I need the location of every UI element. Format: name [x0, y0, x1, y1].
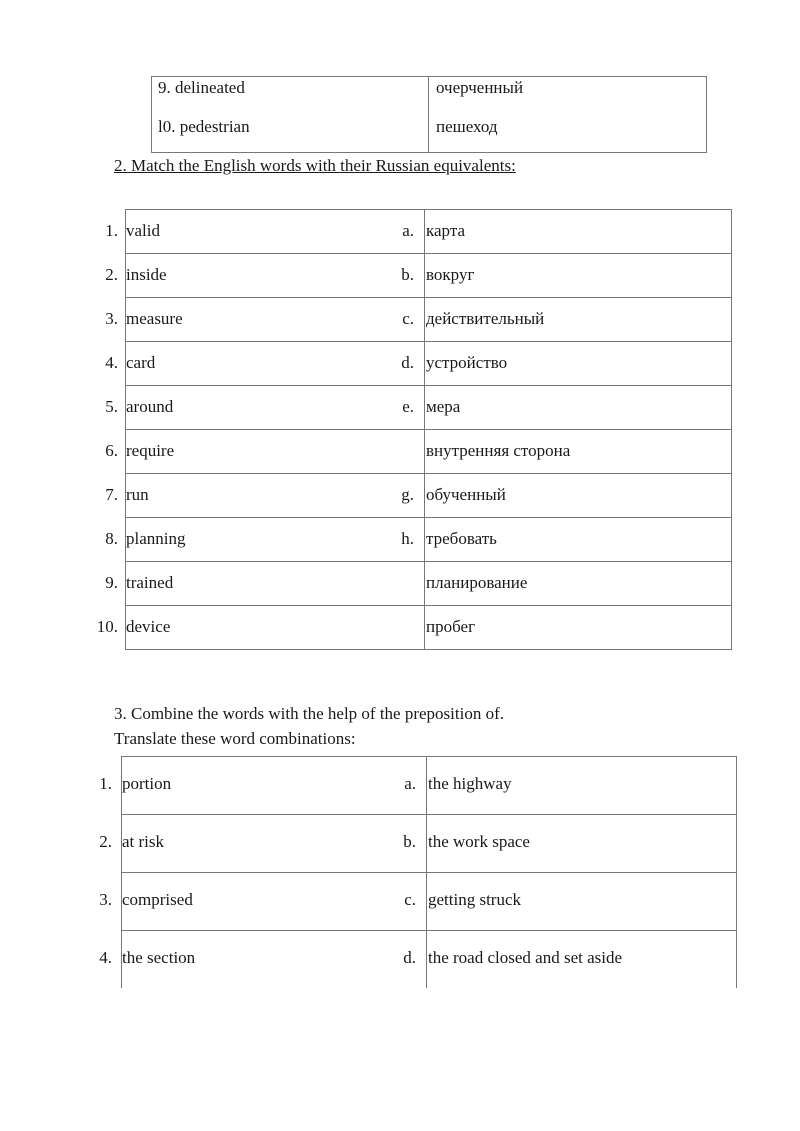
table-border	[426, 756, 427, 988]
option-letter: d.	[401, 353, 414, 372]
russian-translation: карта	[426, 221, 466, 240]
option-letter: b.	[403, 832, 416, 851]
english-word: planning	[126, 529, 186, 548]
option-letter: e.	[402, 397, 414, 416]
row-number: 5.	[105, 397, 118, 416]
phrase: the road closed and set aside	[428, 948, 623, 967]
option-letter: c.	[402, 309, 414, 328]
row-number: 4.	[99, 948, 112, 967]
row-number: 6.	[105, 441, 118, 460]
option-letter: c.	[404, 890, 416, 909]
phrase: the work space	[428, 832, 530, 851]
word: portion	[122, 774, 172, 793]
russian-translation: действительный	[426, 309, 545, 328]
option-letter: d.	[403, 948, 416, 967]
row-number: 8.	[105, 529, 118, 548]
row-number: 9.	[105, 573, 118, 592]
table-border	[428, 76, 429, 153]
option-letter: a.	[404, 774, 416, 793]
row-number: 3.	[105, 309, 118, 328]
table-border	[121, 930, 737, 931]
top-table-russian-cell: пешеход	[436, 117, 498, 136]
row-number: 2.	[105, 265, 118, 284]
english-word: around	[126, 397, 174, 416]
table-border	[736, 756, 737, 988]
option-letter: h.	[401, 529, 414, 548]
row-number: 4.	[105, 353, 118, 372]
table-border	[125, 297, 732, 298]
table-border	[121, 756, 737, 757]
russian-translation: планирование	[426, 573, 528, 592]
table-border	[706, 76, 707, 153]
english-word: card	[126, 353, 156, 372]
english-word: measure	[126, 309, 183, 328]
table-border	[424, 209, 425, 650]
table-border	[125, 561, 732, 562]
russian-translation: мера	[426, 397, 461, 416]
russian-translation: требовать	[426, 529, 497, 548]
option-letter: b.	[401, 265, 414, 284]
row-number: 3.	[99, 890, 112, 909]
row-number: 1.	[99, 774, 112, 793]
table-border	[125, 385, 732, 386]
phrase: the highway	[428, 774, 512, 793]
top-table-russian-cell: очерченный	[436, 78, 524, 97]
task3-subheading: Translate these word combinations:	[114, 729, 356, 748]
table-border	[151, 76, 707, 77]
english-word: run	[126, 485, 149, 504]
russian-translation: пробег	[426, 617, 476, 636]
word: comprised	[122, 890, 193, 909]
table-border	[125, 649, 732, 650]
table-border	[731, 209, 732, 650]
top-table-english-cell: 9. delineated	[158, 78, 245, 97]
english-word: valid	[126, 221, 160, 240]
row-number: 1.	[105, 221, 118, 240]
table-border	[151, 76, 152, 153]
table-border	[151, 152, 707, 153]
russian-translation: вокруг	[426, 265, 475, 284]
row-number: 10.	[96, 617, 118, 636]
table-border	[121, 814, 737, 815]
table-border	[125, 473, 732, 474]
word: the section	[122, 948, 196, 967]
table-border	[125, 517, 732, 518]
word: at risk	[122, 832, 165, 851]
option-letter: a.	[402, 221, 414, 240]
table-border	[125, 253, 732, 254]
row-number: 2.	[99, 832, 112, 851]
english-word: trained	[126, 573, 174, 592]
table-border	[125, 341, 732, 342]
top-table-english-cell: l0. pedestrian	[158, 117, 250, 136]
row-number: 7.	[105, 485, 118, 504]
phrase: getting struck	[428, 890, 522, 909]
table-border	[125, 605, 732, 606]
task2-heading: 2. Match the English words with their Russian equivalents:	[114, 156, 516, 175]
option-letter: g.	[401, 485, 414, 504]
russian-translation: устройство	[426, 353, 508, 372]
english-word: require	[126, 441, 175, 460]
task3-heading: 3. Combine the words with the help of the preposition of.	[114, 704, 504, 723]
english-word: device	[126, 617, 171, 636]
table-border	[125, 429, 732, 430]
english-word: inside	[126, 265, 167, 284]
russian-translation: обученный	[426, 485, 506, 504]
table-border	[121, 872, 737, 873]
russian-translation: внутренняя сторона	[426, 441, 571, 460]
table-border	[125, 209, 732, 210]
